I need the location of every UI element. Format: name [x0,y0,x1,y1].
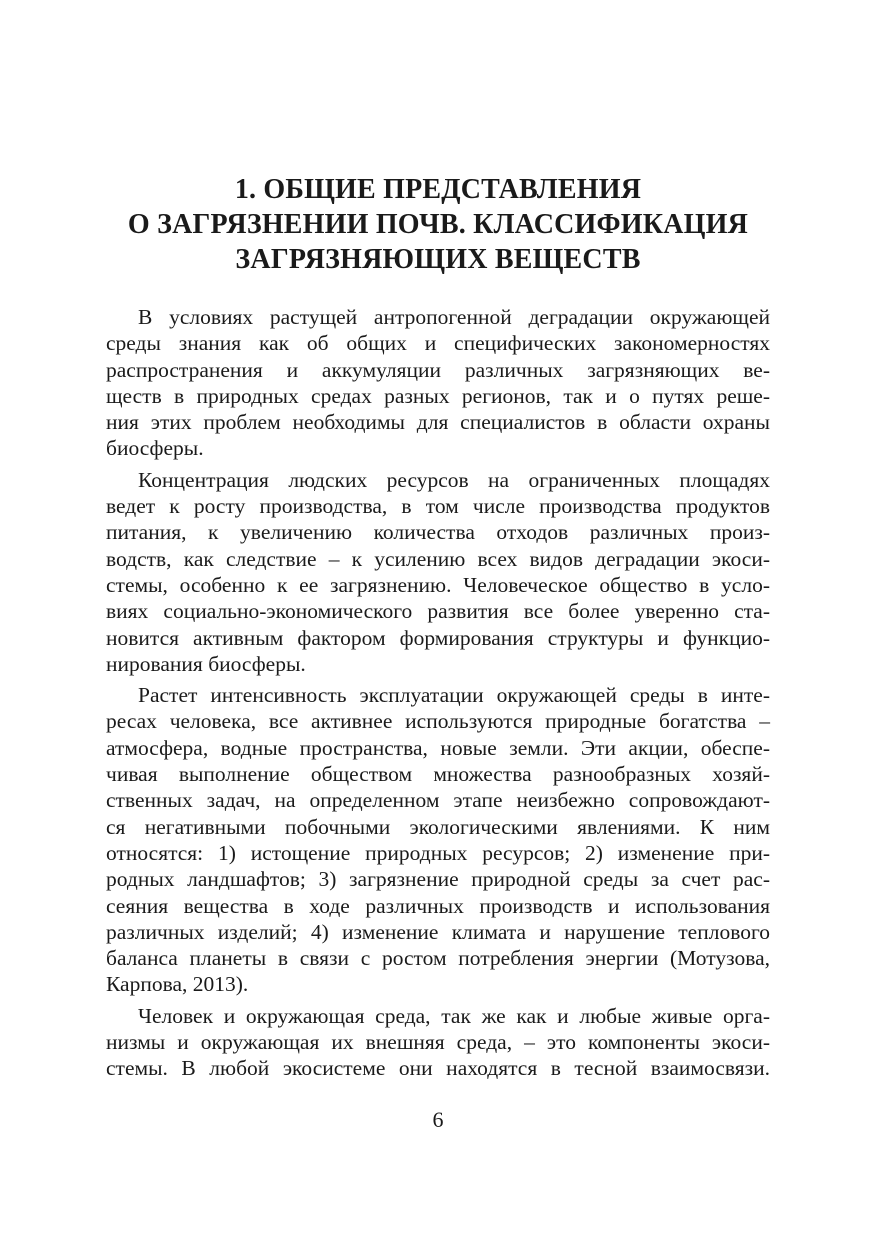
text-line: различных изделий; 4) изменение климата и нарушение теплового [106,919,770,944]
text-line: Концентрация людских ресурсов на ограниченных площадях [138,467,770,492]
text-line: стемы, особенно к ее загрязнению. Человеческое общество в усло- [106,572,770,597]
paragraph [106,304,770,462]
text-line: водств, как следствие – к усилению всех видов деградации экоси- [106,546,770,571]
heading-line: 1. ОБЩИЕ ПРЕДСТАВЛЕНИЯ [234,174,642,205]
text-line: Карпова, 2013). [106,972,249,997]
text-line: баланса планеты в связи с ростом потребления энергии (Мотузова, [106,946,770,971]
heading-line: О ЗАГРЯЗНЕНИИ ПОЧВ. КЛАССИФИКАЦИЯ [127,209,749,240]
text-line: В условиях растущей антропогенной деградации окружающей [138,305,770,329]
paragraph [106,467,770,677]
text-line: стемы. В любой экосистеме они находятся в тесной взаимосвязи. [106,1056,770,1081]
text-line: ведет к росту производства, в том числе производства продуктов [106,494,770,519]
text-line: распространения и аккумуляции различных загрязняющих ве- [106,357,770,382]
text-line: ществ в природных средах разных регионов, так и о путях реше- [106,383,770,408]
text-line: сеяния вещества в ходе различных производств и использования [106,893,770,918]
text-line: родных ландшафтов; 3) загрязнение природной среды за счет рас- [106,867,770,892]
text-line: нирования биосферы. [106,651,306,676]
heading-line: ЗАГРЯЗНЯЮЩИХ ВЕЩЕСТВ [235,244,641,275]
text-line: относятся: 1) истощение природных ресурсов; 2) изменение при- [106,840,770,865]
text-line: низмы и окружающая их внешняя среда, – это компоненты экоси- [106,1030,770,1055]
text-line: новится активным фактором формирования структуры и функцио- [106,625,770,650]
text-line: виях социально-экономического развития все более уверенно ста- [106,599,770,624]
text-line: ния этих проблем необходимы для специалистов в области охраны [106,410,770,435]
text-line: ся негативными побочными экологическими явлениями. К ним [106,814,770,839]
text-line: Растет интенсивность эксплуатации окружающей среды в инте- [138,683,770,708]
chapter-heading [100,172,776,277]
text-line: среды знания как об общих и специфических закономерностях [106,331,770,356]
paragraph [106,682,770,998]
paragraph [106,1003,770,1082]
text-line: Человек и окружающая среда, так же как и любые живые орга- [138,1003,770,1028]
body-text [106,304,770,1087]
text-line: биосферы. [106,436,204,461]
text-line: ственных задач, на определенном этапе неизбежно сопровождают- [106,788,770,813]
text-line: чивая выполнение обществом множества разнообразных хозяй- [106,762,770,787]
text-line: питания, к увеличению количества отходов различных произ- [106,520,770,545]
text-line: ресах человека, все активнее используются природные богатства – [106,709,770,734]
text-line: атмосфера, водные пространства, новые земли. Эти акции, обеспе- [106,735,770,760]
page-number: 6 [432,1107,444,1132]
